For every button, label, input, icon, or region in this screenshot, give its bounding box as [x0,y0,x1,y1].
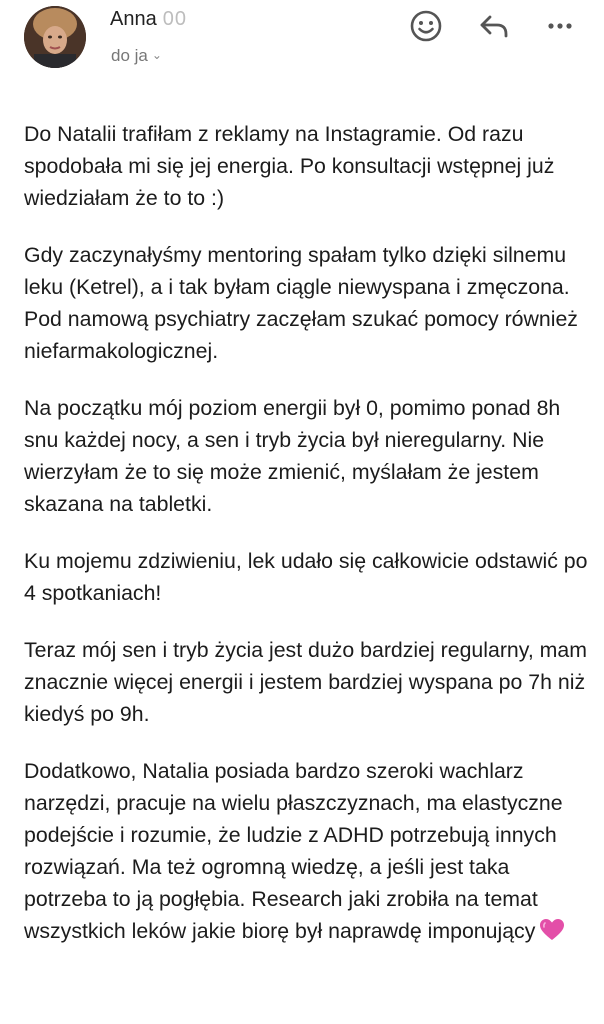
message-paragraph: Teraz mój sen i tryb życia jest dużo bardziej regularny, mam znacznie więcej energii i jestem bardziej wyspana po 7h niż kiedyś po 9h. [24,638,588,726]
message-paragraph: Na początku mój poziom energii był 0, pomimo ponad 8h snu każdej nocy, a sen i tryb życia był nieregularny. Nie wierzyłam że to się może zmienić, myślałam że jestem skazana na tabletki. [24,396,561,516]
add-reaction-button[interactable] [408,8,444,44]
message-paragraph-text: Dodatkowo, Natalia posiada bardzo szeroki wachlarz narzędzi, pracuje na wielu płaszczyznach, ma elastyczne podejście i rozumie, że ludzie z ADHD potrzebują innych rozwiązań. Ma też ogromną wiedzę, a jeśli jest taka potrzeba to ją pogłębia. Research jaki zrobiła na temat wszystkich leków jakie biorę był naprawdę imponujący [24,759,563,943]
sender-obscured-text: 00 [162,8,187,30]
message-paragraph: Ku mojemu zdziwieniu, lek udało się całkowicie odstawić po 4 spotkaniach! [24,549,588,605]
chevron-down-icon: ⌄ [151,48,162,62]
avatar-photo-icon [24,6,86,68]
more-options-button[interactable] [542,8,578,44]
sender-avatar[interactable] [24,6,86,68]
message-paragraph: Do Natalii trafiłam z reklamy na Instagramie. Od razu spodobała mi się jej energia. Po konsultacji wstępnej już wiedziałam że to to :) [24,122,555,210]
recipient-toggle[interactable] [111,46,162,66]
message-paragraph-last [24,755,594,947]
message-body [24,118,594,972]
more-dots-icon [543,9,577,43]
sender-name-text: Anna [110,8,157,30]
pink-heart-icon [539,918,565,942]
reply-arrow-icon [477,9,511,43]
sender-name[interactable] [110,8,187,31]
smiley-face-icon [409,9,443,43]
message-paragraph: Gdy zaczynałyśmy mentoring spałam tylko dzięki silnemu leku (Ketrel), a i tak byłam ciągle niewyspana i zmęczona. Pod namową psychiatry zaczęłam szukać pomocy również niefarmakologicznej. [24,243,578,363]
reply-button[interactable] [476,8,512,44]
recipient-text: do ja [111,46,148,65]
message-header [0,0,604,80]
